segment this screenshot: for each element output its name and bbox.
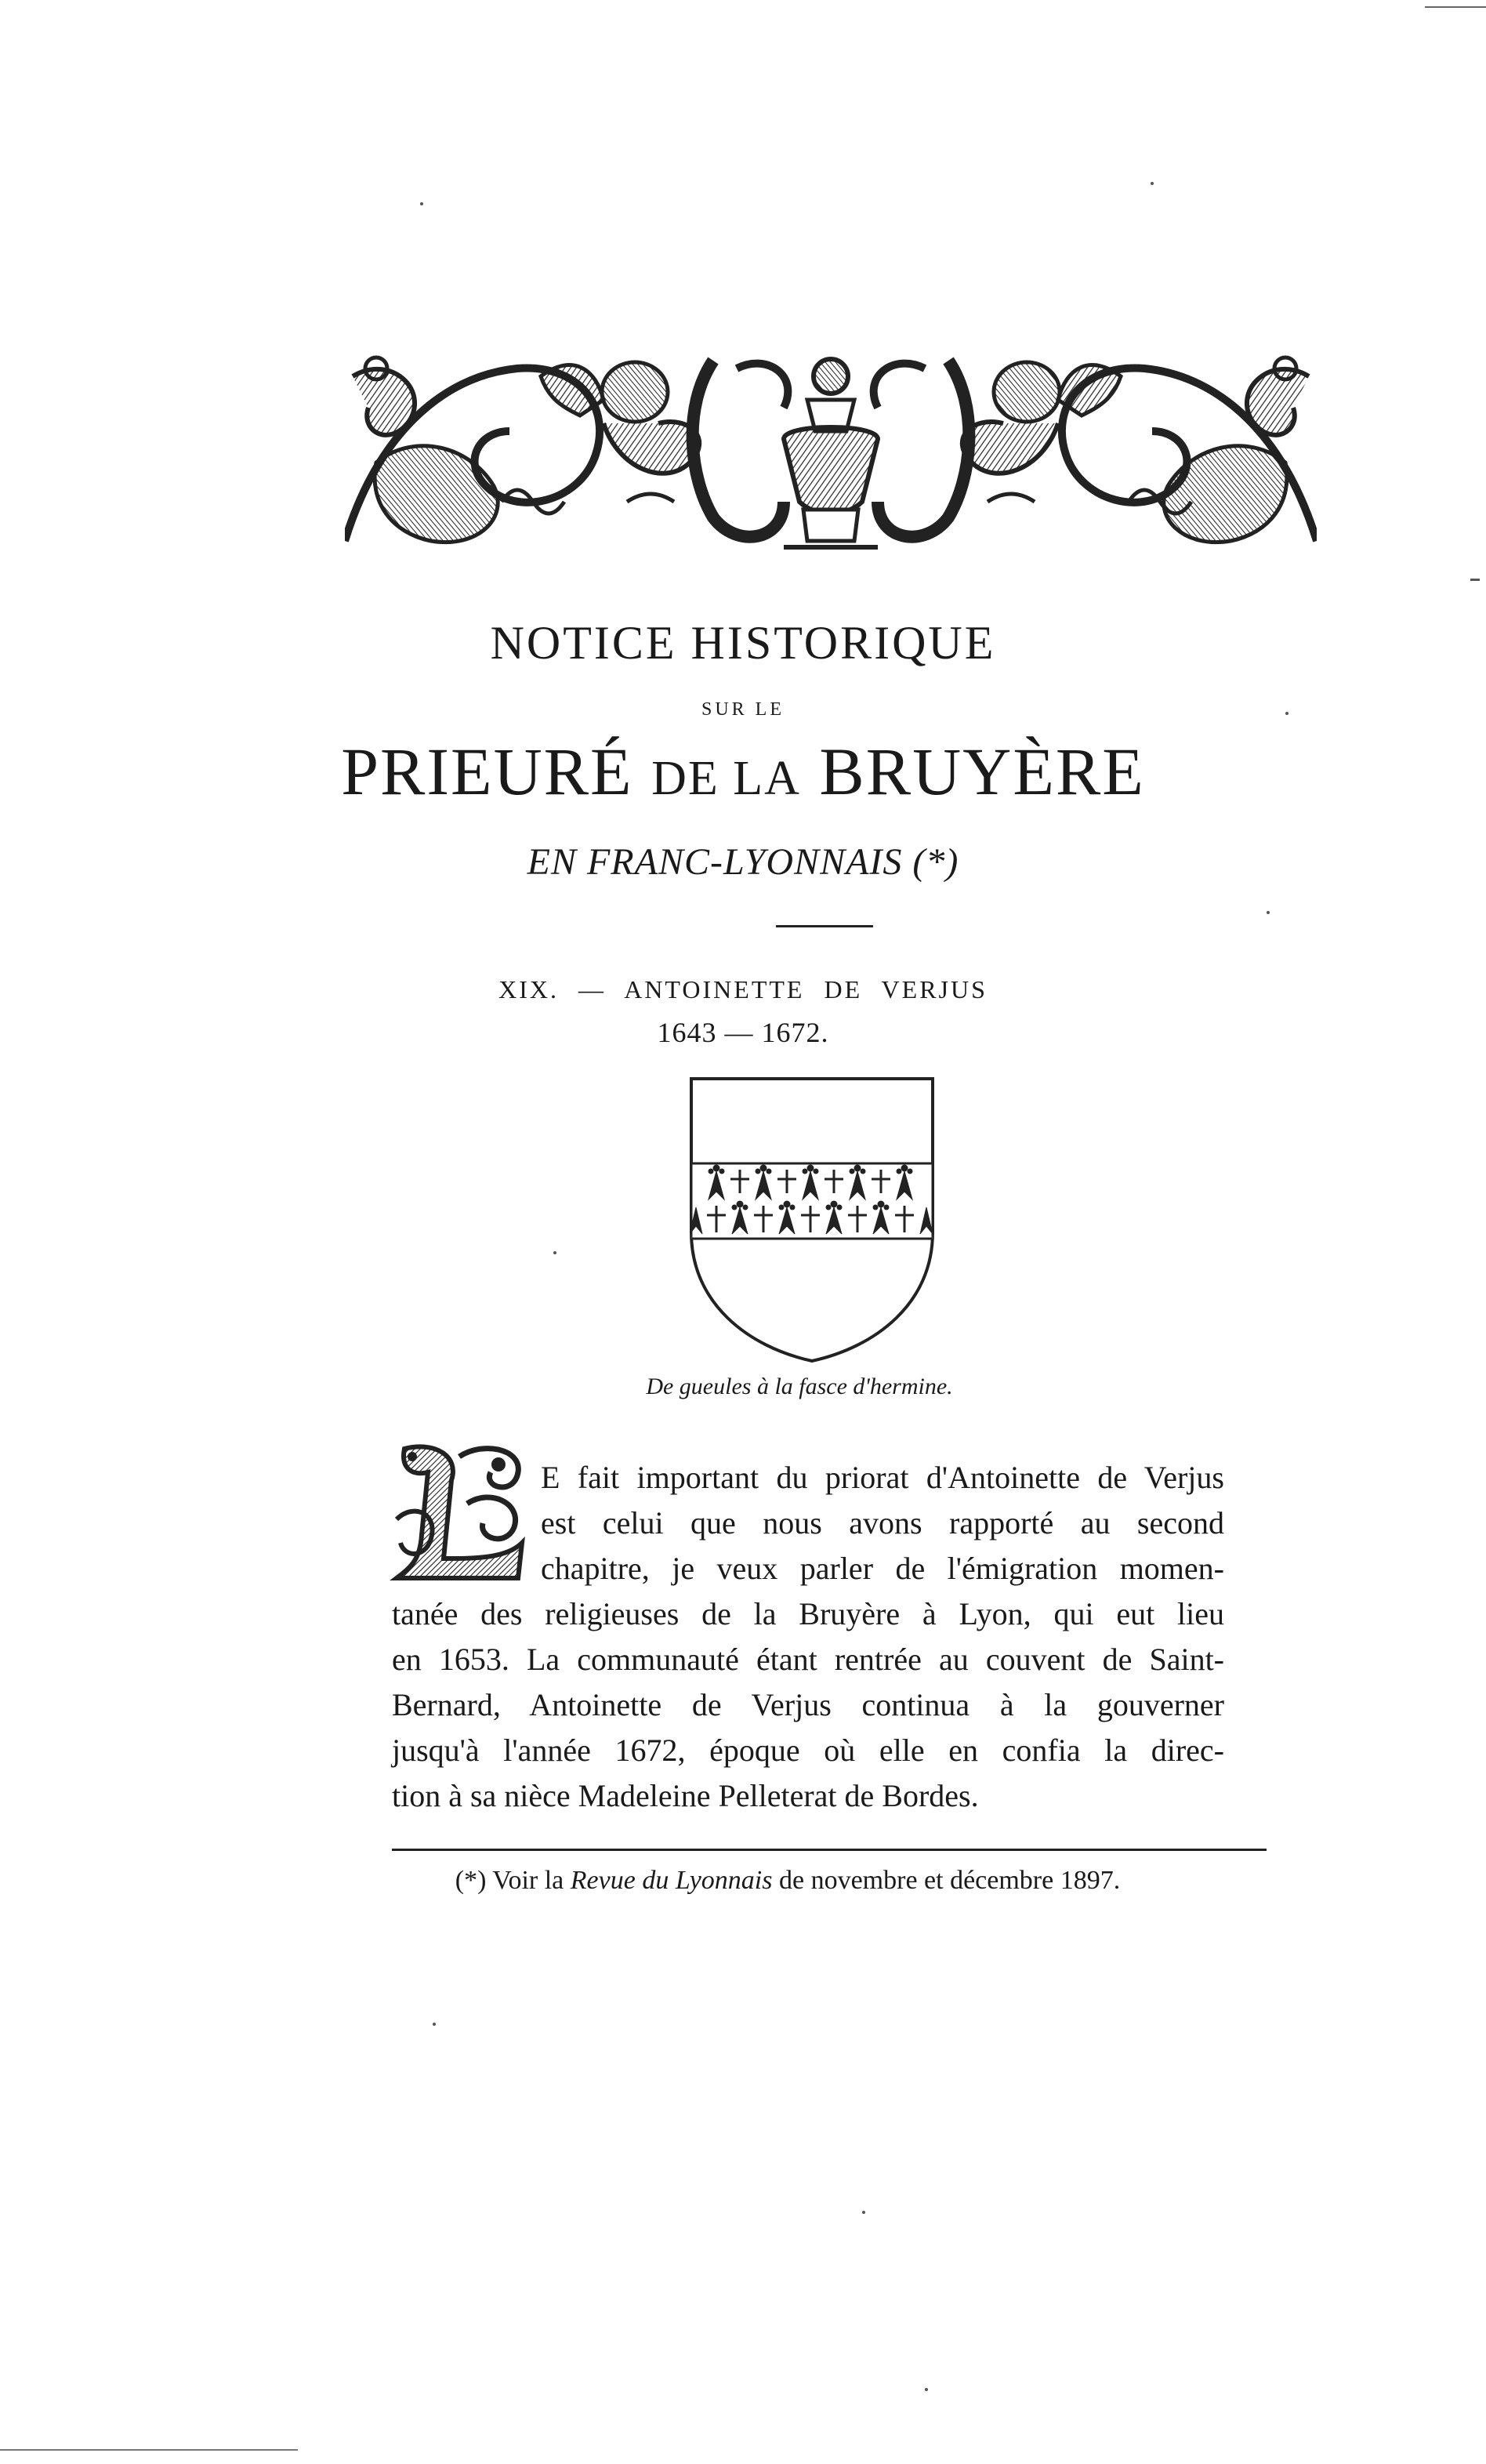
footnote-divider-rule	[392, 1849, 1267, 1851]
coat-of-arms-icon	[688, 1076, 936, 1364]
footnote-prefix: (*) Voir la	[455, 1866, 564, 1895]
title-franc-lyonnais: EN FRANC-LYONNAIS (*)	[527, 841, 959, 883]
section-number: XIX.	[498, 975, 559, 1003]
paragraph-line-7: jusqu'à l'année 1672, époque où elle en confia la direc-	[392, 1733, 1224, 1768]
scan-speck	[1267, 911, 1270, 914]
scan-edge-mark	[1470, 579, 1480, 581]
footnote-suffix: de novembre et décembre 1897.	[779, 1866, 1121, 1895]
section-name-first: ANTOINETTE	[624, 975, 805, 1003]
scan-edge-mark	[1425, 6, 1486, 8]
title-de-la: DE LA	[651, 752, 801, 805]
footnote	[0, 1866, 1486, 1896]
title-bruyere-word: BRUYÈRE	[819, 734, 1145, 809]
title-prieure	[0, 732, 1486, 811]
section-name-last: VERJUS	[881, 975, 988, 1003]
section-dash: —	[578, 975, 606, 1003]
ornamental-headpiece-icon	[345, 345, 1317, 557]
coat-of-arms-caption: De gueules à la fasce d'hermine.	[646, 1374, 953, 1399]
scan-speck	[925, 2388, 928, 2391]
decorated-initial-icon	[389, 1441, 530, 1582]
scan-speck	[420, 202, 423, 205]
section-heading	[0, 975, 1486, 1004]
section-dates: 1643 — 1672.	[657, 1017, 829, 1048]
section-name-particle: DE	[824, 975, 863, 1003]
paragraph-line-8: tion à sa nièce Madeleine Pelleterat de Bordes.	[392, 1778, 979, 1813]
scan-speck	[553, 1251, 556, 1254]
footnote-journal-title: Revue du Lyonnais	[570, 1866, 773, 1895]
title-prieure-word: PRIEURÉ	[341, 734, 633, 809]
paragraph-line-2: est celui que nous avons rapporté au second	[541, 1505, 1224, 1540]
scan-speck	[433, 2023, 436, 2026]
scan-speck	[1151, 182, 1154, 185]
paragraph-line-4: tanée des religieuses de la Bruyère à Lyon, qui eut lieu	[392, 1596, 1224, 1631]
paragraph-line-5: en 1653. La communauté étant rentrée au couvent de Saint-	[392, 1642, 1224, 1677]
scan-speck	[862, 2211, 865, 2214]
scan-edge-mark	[0, 2449, 298, 2451]
paragraph-line-1: E fait important du priorat d'Antoinette de Verjus	[541, 1460, 1224, 1495]
paragraph-line-6: Bernard, Antoinette de Verjus continua à la gouverner	[392, 1687, 1224, 1722]
paragraph-line-3: chapitre, je veux parler de l'émigration momen-	[541, 1551, 1224, 1586]
title-sur-le: SUR LE	[701, 699, 785, 720]
title-divider-rule	[776, 925, 873, 927]
title-notice-historique: NOTICE HISTORIQUE	[490, 617, 996, 669]
